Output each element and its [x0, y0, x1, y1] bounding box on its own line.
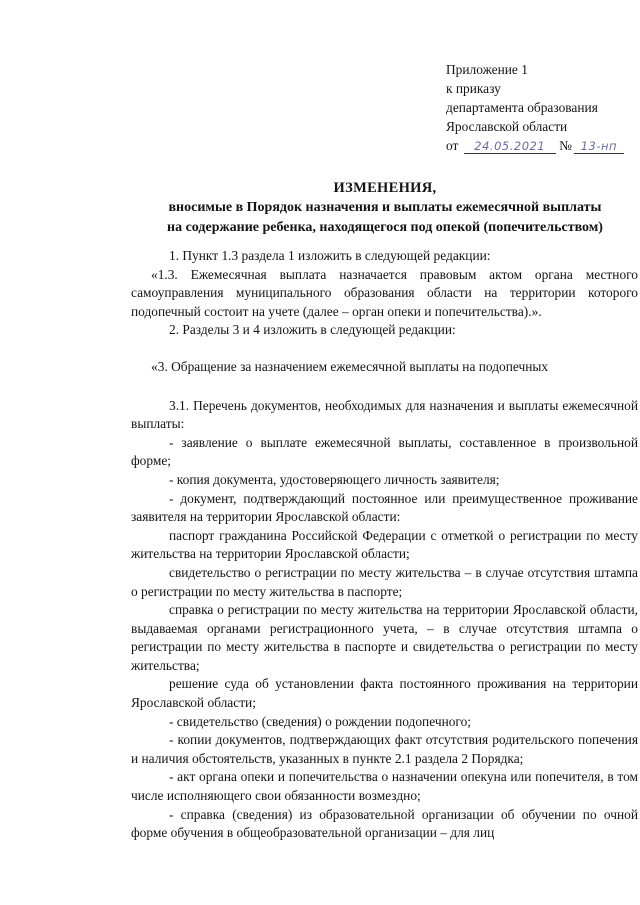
appendix-label: Приложение 1 — [446, 62, 528, 77]
paragraph-1: 1. Пункт 1.3 раздела 1 изложить в следующей редакции: — [169, 248, 491, 263]
list-item-school-reference: - справка (сведения) из образовательной организации об обучении по очной форме обучения в общеобразовательной организации – для лиц — [131, 806, 638, 841]
list-item-registration-reference: справка о регистрации по месту жительства на территории Ярославской области, выдаваемая органами регистрационного учета, – в случае отсутствия штампа о регистрации по месту жительства в паспорте и свидетельства о регистрации по месту жительства; — [131, 602, 638, 673]
order-date-field — [464, 139, 556, 154]
department-label: департамента образования — [446, 100, 598, 115]
approval-block — [446, 60, 638, 155]
list-item-guardian-act: - акт органа опеки и попечительства о назначении опекуна или попечителя, в том числе исполняющего свои обязанности возмездно; — [131, 769, 638, 804]
list-item-application: - заявление о выплате ежемесячной выплаты, составленное в произвольной форме; — [131, 434, 638, 469]
title-line-1: вносимые в Порядок назначения и выплаты ежемесячной выплаты — [168, 200, 602, 215]
title-line-2: на содержание ребенка, находящегося под опекой (попечительством) — [167, 220, 603, 235]
handwritten-date: 24.05.2021 — [474, 139, 546, 153]
handwritten-number: 13-нп — [580, 139, 618, 153]
list-item-registration-certificate: свидетельство о регистрации по месту жительства – в случае отсутствия штампа о регистрации по месту жительства в паспорте; — [131, 564, 638, 599]
from-label: от — [446, 138, 459, 153]
order-label: к приказу — [446, 81, 501, 96]
list-item-court-decision: решение суда об установлении факта постоянного проживания на территории Ярославской области; — [131, 676, 638, 711]
list-item-parental-care-docs: - копии документов, подтверждающих факт отсутствия родительского попечения и наличия обстоятельств, указанных в пункте 2.1 раздела 2 Порядка; — [131, 732, 638, 766]
order-date-number-line — [446, 136, 638, 155]
list-item-residence-doc: - документ, подтверждающий постоянное или преимущественное проживание заявителя на территории Ярославской области: — [131, 490, 638, 525]
number-label: № — [559, 138, 572, 153]
paragraph-2: «1.3. Ежемесячная выплата назначается правовым актом органа местного самоуправления муниципального образования области на территории которого подопечный состоит на учете (далее – орган опеки и попечительства).». — [131, 266, 638, 319]
section-heading: «3. Обращение за назначением ежемесячной выплаты на подопечных — [151, 358, 549, 374]
paragraph-3-1: 3.1. Перечень документов, необходимых для назначения и выплаты ежемесячной выплаты: — [131, 397, 638, 432]
list-item-id-copy: - копия документа, удостоверяющего личность заявителя; — [169, 471, 500, 487]
paragraph-3: 2. Разделы 3 и 4 изложить в следующей редакции: — [169, 322, 456, 338]
document-body — [131, 247, 638, 843]
region-label: Ярославской области — [446, 119, 568, 134]
document-title — [130, 178, 640, 238]
order-number-field — [574, 139, 624, 154]
list-item-passport: паспорт гражданина Российской Федерации с отметкой о регистрации по месту жительства на территории Ярославской области; — [131, 527, 638, 562]
title-heading: ИЗМЕНЕНИЯ, — [333, 180, 437, 196]
list-item-birth-certificate: - свидетельство (сведения) о рождении подопечного; — [169, 713, 472, 729]
